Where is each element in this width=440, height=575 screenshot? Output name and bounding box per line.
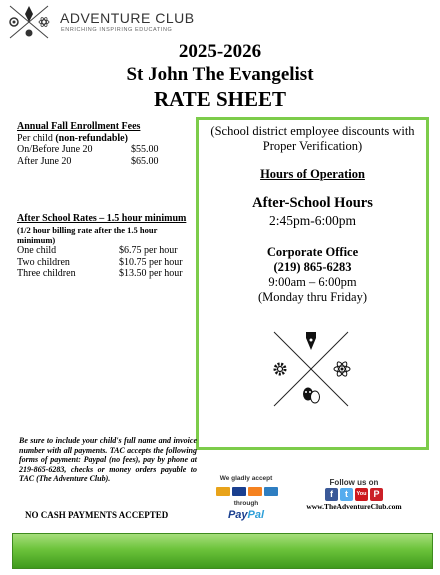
logo-tagline: ENRICHING INSPIRING EDUCATING — [61, 27, 173, 33]
fee-price: $55.00 — [131, 144, 159, 155]
social-icons — [325, 488, 383, 501]
after-school-hours-time: 2:45pm-6:00pm — [269, 213, 356, 228]
discover-icon — [248, 487, 262, 496]
rate-label: One child — [17, 245, 57, 256]
payment-instructions: Be sure to include your child's full name and invoice number with all payments. TAC accepts the following forms of payment: Paypal (no fees), pay by phone at 219-865-6283, checks or money orders payable to TAC (The Adventure Club). — [19, 436, 197, 484]
fee-row — [17, 144, 189, 156]
corporate-office-title: Corporate Office — [266, 245, 359, 259]
visa-icon — [232, 487, 246, 496]
logo-name: ADVENTURE CLUB — [60, 10, 195, 26]
adventure-club-emblem-icon — [4, 2, 54, 42]
card-logos — [216, 487, 278, 496]
fee-row — [17, 156, 189, 168]
per-child-label: Per child — [17, 132, 53, 144]
paypal-logo-part: Pay — [227, 509, 248, 521]
footer-green-bar — [12, 533, 433, 569]
fall-enrollment-title: Annual Fall Enrollment Fees — [17, 121, 141, 132]
after-school-hours-title: After-School Hours — [252, 195, 373, 211]
discount-note: (School district employee discounts with Proper Verification) — [210, 124, 415, 153]
rate-row — [17, 268, 189, 280]
paypal-badge — [204, 473, 288, 527]
rate-row — [17, 245, 189, 257]
gladly-accept-label: We gladly accept — [219, 475, 273, 482]
activities-emblem-icon — [270, 328, 352, 410]
school-year-heading: 2025-2026 — [178, 41, 262, 62]
billing-note: (1/2 hour billing rate after the 1.5 hour minimum) — [17, 225, 158, 245]
rate-price: $10.75 per hour — [119, 256, 183, 268]
paypal-logo-part: Pal — [247, 509, 265, 521]
fall-enrollment-section — [17, 121, 189, 167]
fee-label: On/Before June 20 — [17, 144, 93, 155]
corporate-hours: 9:00am – 6:00pm — [268, 275, 357, 289]
fee-price: $65.00 — [131, 155, 159, 167]
non-refundable-note: (non-refundable) — [55, 132, 128, 144]
mastercard-icon — [216, 487, 230, 496]
school-name-heading: St John The Evangelist — [126, 64, 314, 85]
amex-icon — [264, 487, 278, 496]
follow-us-label: Follow us on — [329, 478, 379, 487]
facebook-icon[interactable]: f — [325, 488, 338, 501]
corporate-days: (Monday thru Friday) — [257, 290, 367, 304]
rate-label: Two children — [17, 256, 70, 268]
youtube-icon[interactable]: You — [355, 488, 368, 501]
after-school-rates-section — [17, 213, 189, 280]
after-school-rates-title: After School Rates – 1.5 hour minimum — [17, 213, 187, 224]
pinterest-icon[interactable]: P — [370, 488, 383, 501]
rate-price: $6.75 per hour — [119, 245, 178, 256]
corporate-phone: (219) 865-6283 — [273, 260, 352, 274]
paypal-logo — [204, 509, 288, 521]
rate-label: Three children — [17, 268, 76, 279]
hours-info-box — [196, 117, 429, 450]
website-link[interactable]: www.TheAdventureClub.com — [306, 502, 402, 511]
per-child-line — [17, 133, 189, 145]
no-cash-notice: NO CASH PAYMENTS ACCEPTED — [25, 510, 169, 520]
adventure-club-logo — [4, 2, 214, 42]
hours-of-operation-title: Hours of Operation — [260, 167, 365, 181]
rate-price: $13.50 per hour — [119, 268, 183, 279]
rate-row — [17, 257, 189, 269]
fee-label: After June 20 — [17, 155, 72, 167]
twitter-icon[interactable]: t — [340, 488, 353, 501]
through-label: through — [233, 500, 259, 507]
rate-sheet-heading: RATE SHEET — [153, 87, 287, 111]
